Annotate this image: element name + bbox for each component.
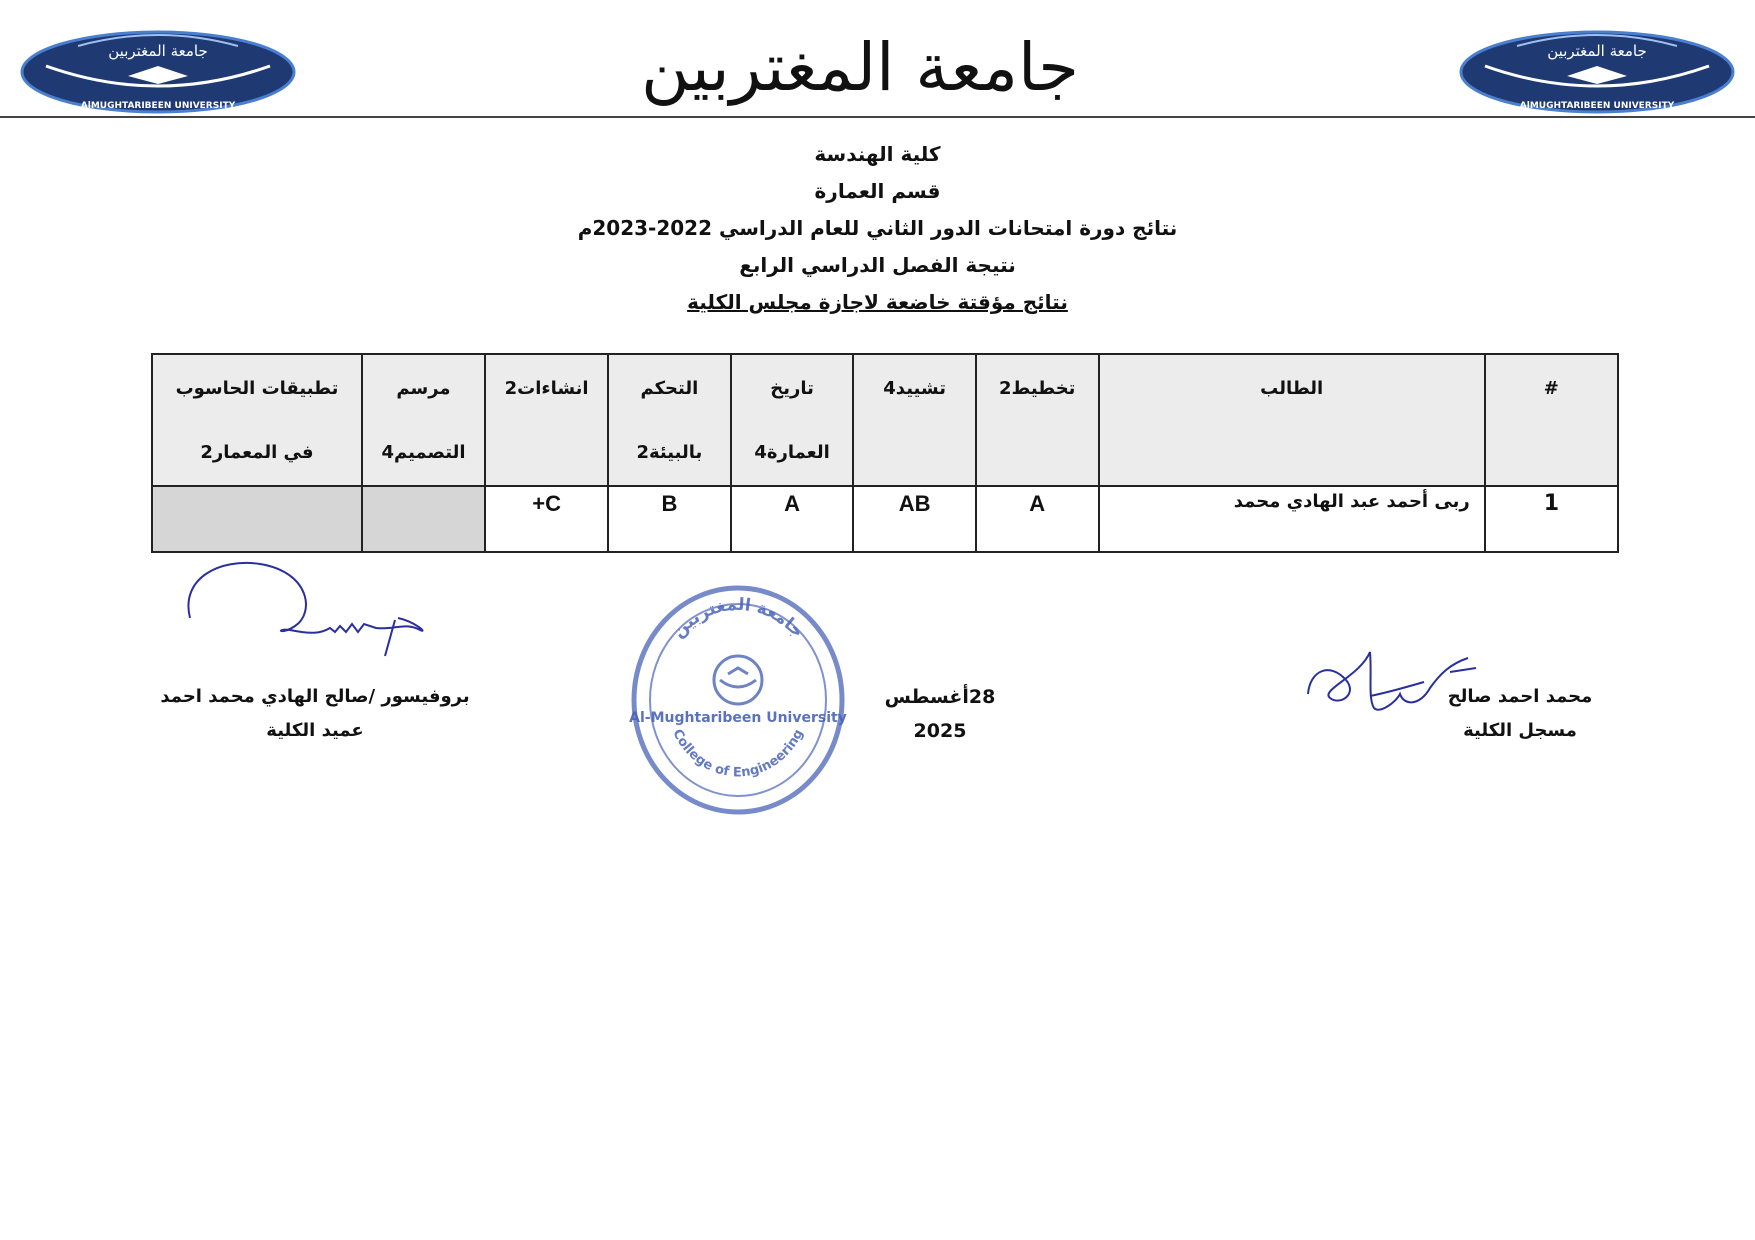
column-header: مرسم التصميم4 [362,354,485,486]
college-stamp [628,584,848,816]
grade-cell: A [731,486,854,552]
column-header: انشاءات2 [485,354,608,486]
grade-cell-empty [152,486,362,552]
svg-text:College of Engineering: College of Engineering [669,726,807,781]
grade-cell: B [608,486,730,552]
registrar-signature-block [1420,680,1620,748]
column-header: تشييد4 [853,354,975,486]
student-name: ربى أحمد عبد الهادي محمد [1099,486,1485,552]
svg-text:AlMUGHTARIBEEN UNIVERSITY: AlMUGHTARIBEEN UNIVERSITY [80,101,236,111]
column-header: الطالب [1099,354,1485,486]
row-index: 1 [1485,486,1618,552]
svg-text:جامعة المغتربين: جامعة المغتربين [1547,42,1647,60]
document-date: 28أغسطس 2025 [884,686,996,742]
exam-round-title: نتائج دورة امتحانات الدور الثاني للعام الدراسي 2022-2023م [577,216,1178,240]
dean-signature-block [150,680,480,748]
table-row [152,486,1618,552]
svg-text:جامعة المغتربين: جامعة المغتربين [668,594,808,642]
results-table [151,353,1619,553]
column-header: تطبيقات الحاسوب في المعمار2 [152,354,362,486]
svg-text:AlMUGHTARIBEEN UNIVERSITY: AlMUGHTARIBEEN UNIVERSITY [1519,101,1675,111]
dean-title: عميد الكلية [266,720,364,741]
provisional-note: نتائج مؤقتة خاضعة لاجازة مجلس الكلية [687,290,1068,314]
grade-cell: A [976,486,1099,552]
faculty-title: كلية الهندسة [814,142,941,166]
svg-text:جامعة المغتربين: جامعة المغتربين [108,42,208,60]
column-header: تخطيط2 [976,354,1099,486]
table-header-row [152,354,1618,486]
university-logo-right [1457,26,1737,118]
registrar-name: محمد احمد صالح [1447,686,1593,707]
registrar-title: مسجل الكلية [1463,720,1577,741]
department-title: قسم العمارة [814,179,941,203]
university-logo-left [18,26,298,118]
grade-cell-empty [362,486,485,552]
dean-name: بروفيسور /صالح الهادي محمد احمد [160,686,470,707]
grade-cell: AB [853,486,975,552]
column-header: التحكم بالبيئة2 [608,354,730,486]
document-titles [450,136,1305,321]
header-divider [0,116,1755,118]
university-name: جامعة المغتربين [641,28,1079,106]
svg-text:Al-Mughtaribeen University: Al-Mughtaribeen University [629,710,847,726]
semester-title: نتيجة الفصل الدراسي الرابع [739,253,1016,277]
column-header: # [1485,354,1618,486]
column-header: تاريخ العمارة4 [731,354,854,486]
dean-signature [180,558,450,668]
grade-cell: C+ [485,486,608,552]
